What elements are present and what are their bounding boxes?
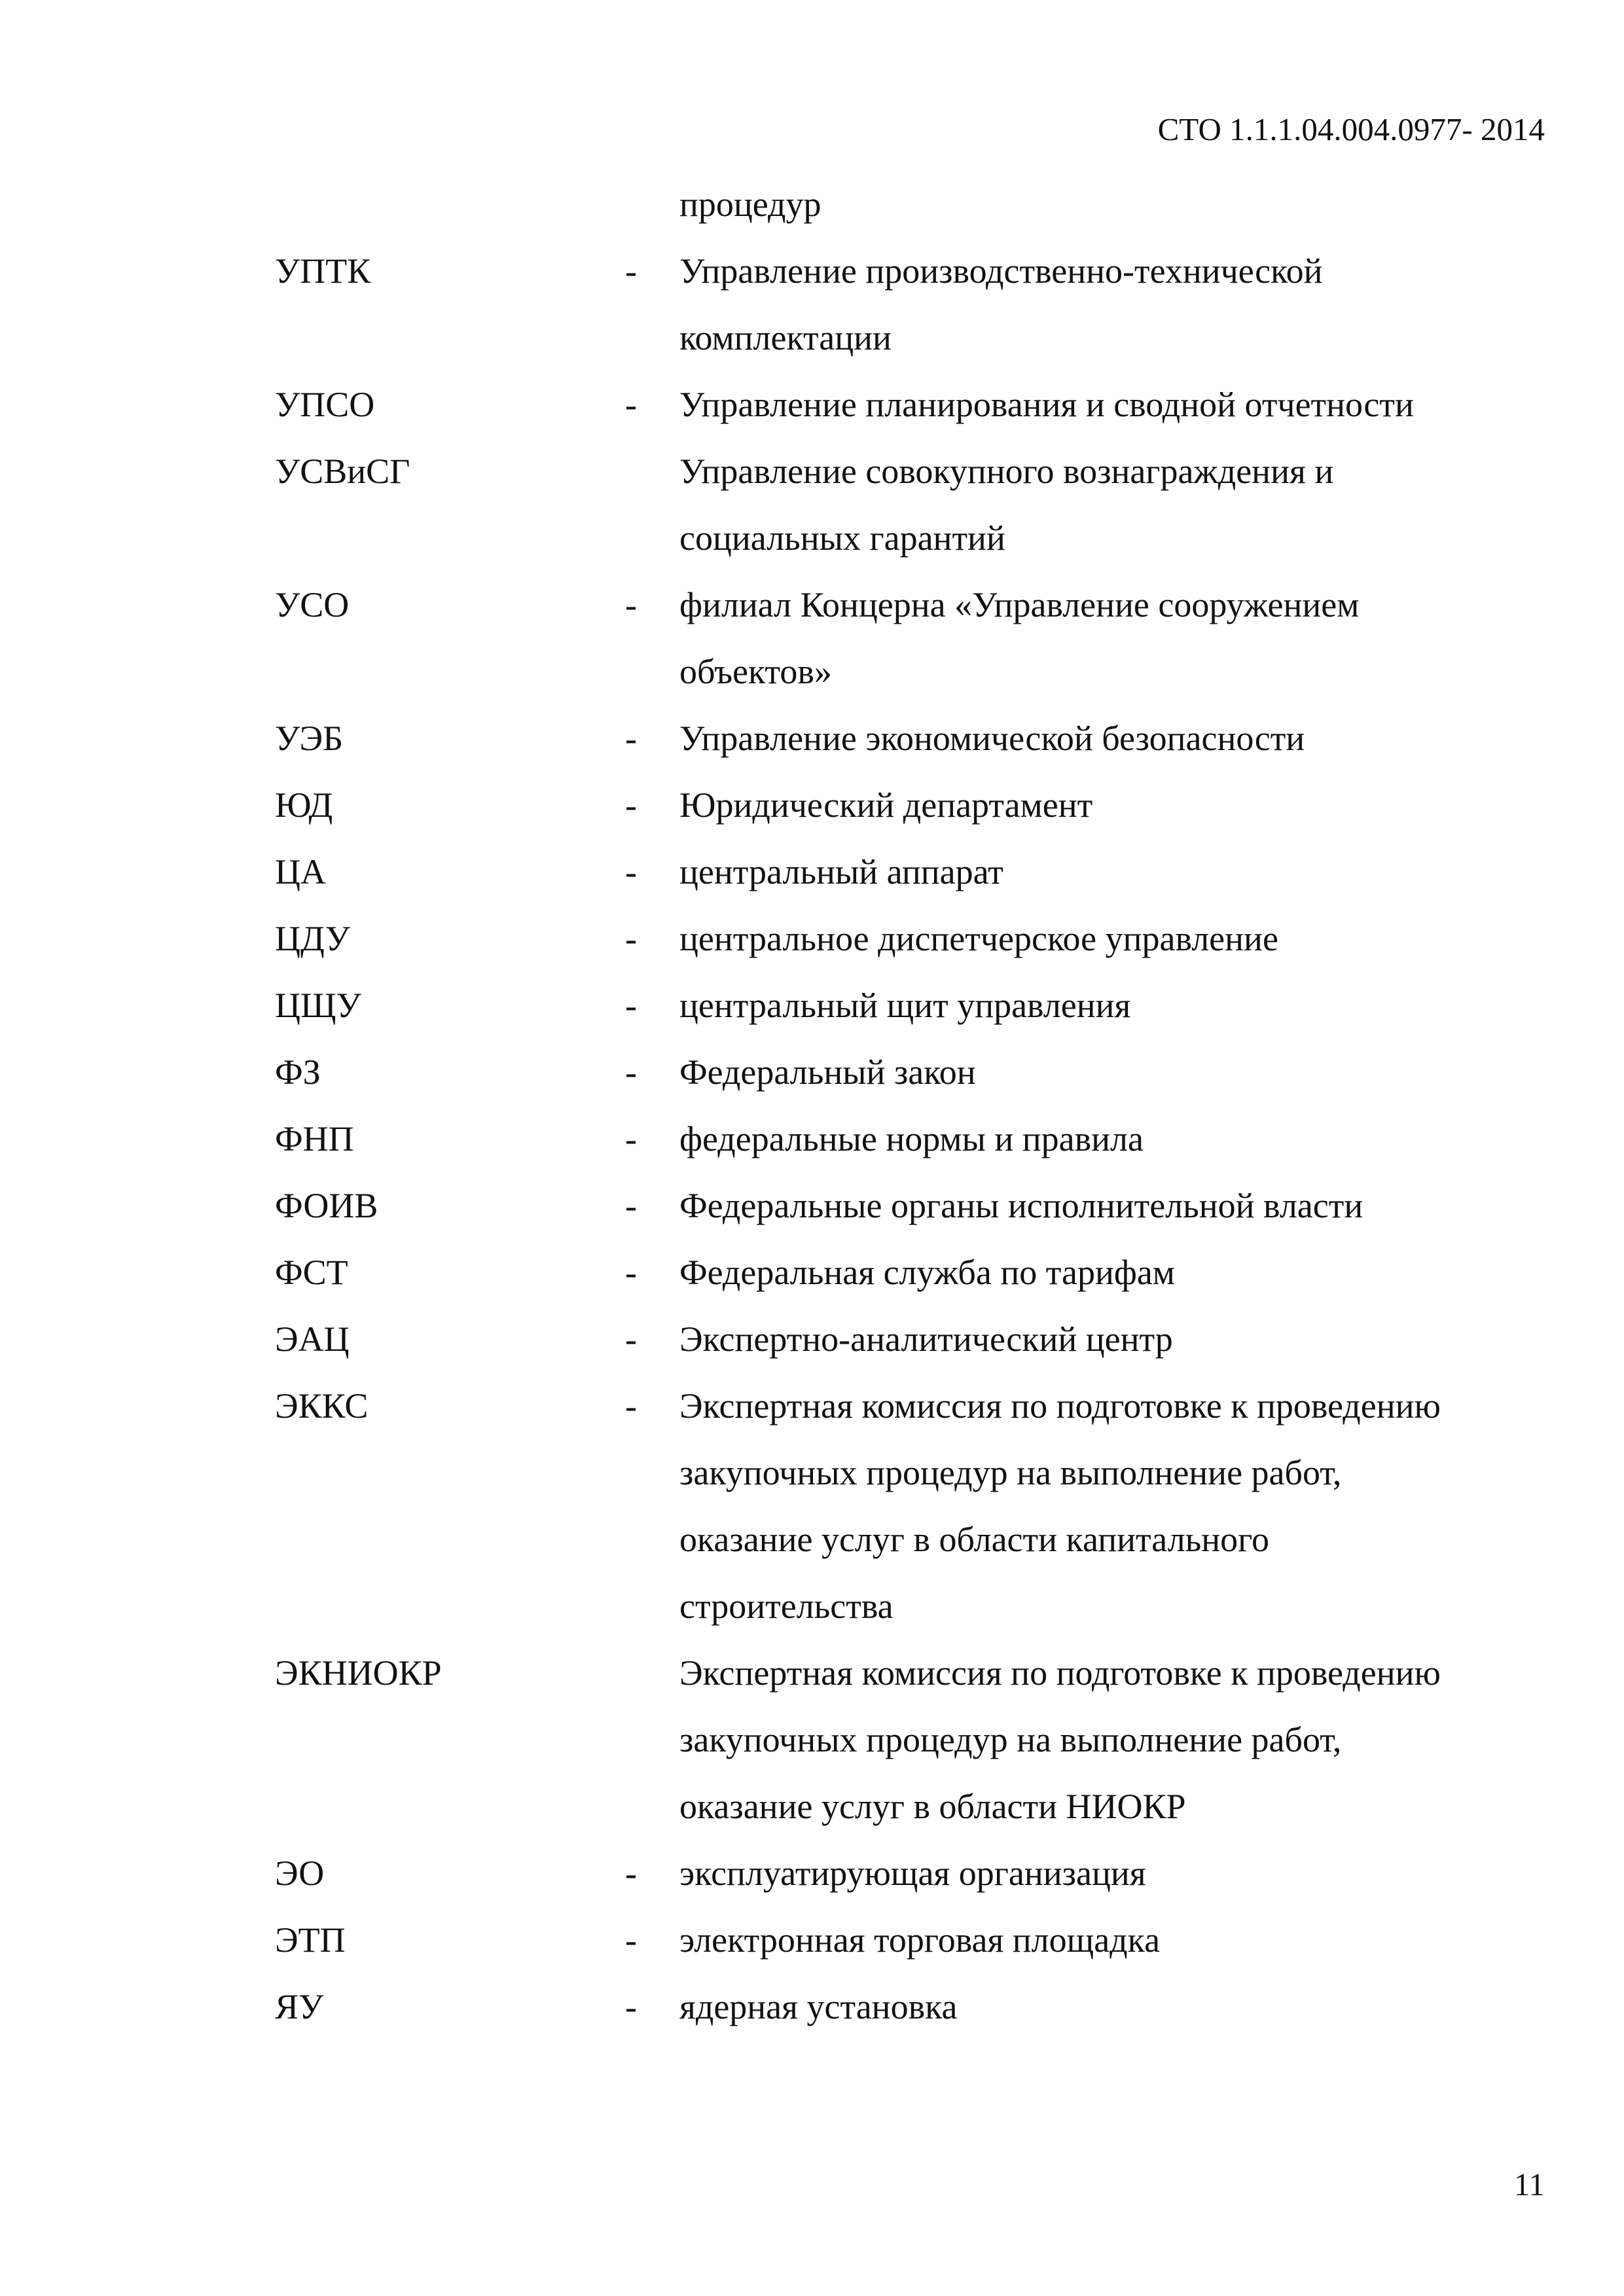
definition-line: филиал Концерна «Управление сооружением [679, 585, 1360, 624]
abbreviation-definition [679, 1172, 1570, 1239]
abbreviation-term: ФЗ [275, 1052, 321, 1092]
abbreviation-definition [679, 1973, 1570, 2040]
definition-line: федеральные нормы и правила [679, 1119, 1144, 1158]
definition-line: Юридический департамент [679, 785, 1093, 825]
definition-line: центральный аппарат [679, 852, 1003, 891]
definition-line: Управление планирования и сводной отчетности [679, 385, 1414, 424]
abbreviation-row [0, 1239, 1624, 1306]
separator-dash: - [625, 719, 637, 758]
definition-line: оказание услуг в области капитального [679, 1520, 1269, 1559]
separator-dash: - [625, 1253, 637, 1292]
abbreviation-term: УПТК [275, 251, 371, 291]
definition-line: строительства [679, 1587, 893, 1626]
abbreviation-row [0, 1372, 1624, 1640]
abbreviation-definition [679, 772, 1570, 838]
abbreviation-definition [679, 571, 1570, 705]
definition-line: Экспертная комиссия по подготовке к проведению [679, 1653, 1441, 1693]
separator-dash: - [625, 1186, 637, 1225]
abbreviation-term: ФНП [275, 1119, 354, 1158]
separator-dash: - [625, 1854, 637, 1893]
abbreviation-row [0, 905, 1624, 972]
abbreviation-definition [679, 1907, 1570, 1973]
definition-line: Управление экономической безопасности [679, 719, 1305, 758]
abbreviation-definition [679, 905, 1570, 972]
definition-line: Федеральные органы исполнительной власти [679, 1186, 1363, 1225]
abbreviation-term: УЭБ [275, 719, 344, 758]
definition-line: комплектации [679, 318, 892, 357]
abbreviation-row [0, 1105, 1624, 1172]
definition-line: закупочных процедур на выполнение работ, [679, 1453, 1342, 1492]
abbreviation-term: ЭТП [275, 1920, 346, 1960]
abbreviation-definition [679, 238, 1570, 371]
separator-dash: - [625, 986, 637, 1025]
separator-dash: - [625, 1119, 637, 1158]
definition-line: социальных гарантий [679, 518, 1005, 558]
abbreviation-term: УСО [275, 585, 350, 624]
separator-dash: - [625, 1386, 637, 1426]
abbreviation-term: ЭО [275, 1854, 325, 1893]
abbreviation-row [0, 1907, 1624, 1973]
abbreviation-row [0, 1306, 1624, 1372]
separator-dash: - [625, 1987, 637, 2026]
abbreviation-term: ЯУ [275, 1987, 324, 2026]
abbreviation-term: ЭККС [275, 1386, 369, 1426]
abbreviation-row [0, 171, 1624, 238]
abbreviation-definition [679, 1640, 1570, 1840]
abbreviation-row [0, 772, 1624, 838]
separator-dash: - [625, 785, 637, 825]
abbreviation-row [0, 1640, 1624, 1840]
abbreviation-term: ФОИВ [275, 1186, 378, 1225]
definition-line: объектов» [679, 652, 832, 691]
definition-line: ядерная установка [679, 1987, 958, 2026]
page-number: 11 [1513, 2166, 1545, 2202]
abbreviation-definition [679, 1372, 1570, 1640]
abbreviation-definition [679, 972, 1570, 1039]
abbreviation-row [0, 1172, 1624, 1239]
document-code: СТО 1.1.1.04.004.0977- 2014 [1157, 111, 1545, 147]
separator-dash: - [625, 1052, 637, 1092]
separator-dash: - [625, 1920, 637, 1960]
definition-line: Экспертно-аналитический центр [679, 1319, 1173, 1359]
definition-line: процедур [679, 185, 821, 224]
separator-dash: - [625, 1319, 637, 1359]
definition-line: закупочных процедур на выполнение работ, [679, 1720, 1342, 1759]
definition-line: Федеральная служба по тарифам [679, 1253, 1175, 1292]
abbreviation-definition [679, 1840, 1570, 1907]
abbreviation-definition [679, 371, 1570, 438]
separator-dash: - [625, 251, 637, 291]
abbreviation-definition [679, 838, 1570, 905]
definition-line: Экспертная комиссия по подготовке к проведению [679, 1386, 1441, 1426]
definition-line: центральный щит управления [679, 986, 1131, 1025]
separator-dash: - [625, 585, 637, 624]
abbreviation-row [0, 1039, 1624, 1105]
definition-line: Управление совокупного вознаграждения и [679, 452, 1334, 491]
abbreviation-definition [679, 1306, 1570, 1372]
abbreviation-definition [679, 438, 1570, 571]
abbreviation-row [0, 438, 1624, 571]
abbreviation-term: ЭКНИОКР [275, 1653, 442, 1693]
abbreviation-term: УСВиСГ [275, 452, 410, 491]
abbreviation-definition [679, 1039, 1570, 1105]
abbreviation-list [0, 171, 1624, 2040]
abbreviation-definition [679, 171, 1570, 238]
abbreviation-term: ЦЩУ [275, 986, 361, 1025]
definition-line: эксплуатирующая организация [679, 1854, 1146, 1893]
abbreviation-definition [679, 705, 1570, 772]
separator-dash: - [625, 385, 637, 424]
definition-line: Федеральный закон [679, 1052, 976, 1092]
abbreviation-term: ЮД [275, 785, 333, 825]
abbreviation-term: УПСО [275, 385, 375, 424]
abbreviation-row [0, 972, 1624, 1039]
definition-line: оказание услуг в области НИОКР [679, 1787, 1186, 1826]
definition-line: электронная торговая площадка [679, 1920, 1161, 1960]
abbreviation-row [0, 1840, 1624, 1907]
abbreviation-row [0, 571, 1624, 705]
definition-line: центральное диспетчерское управление [679, 919, 1278, 958]
definition-line: Управление производственно-технической [679, 251, 1323, 291]
separator-dash: - [625, 919, 637, 958]
abbreviation-row [0, 838, 1624, 905]
abbreviation-definition [679, 1105, 1570, 1172]
abbreviation-term: ФСТ [275, 1253, 348, 1292]
abbreviation-row [0, 705, 1624, 772]
abbreviation-row [0, 1973, 1624, 2040]
separator-dash: - [625, 852, 637, 891]
abbreviation-row [0, 238, 1624, 371]
abbreviation-row [0, 371, 1624, 438]
abbreviation-term: ЦА [275, 852, 326, 891]
abbreviation-term: ЦДУ [275, 919, 350, 958]
abbreviation-definition [679, 1239, 1570, 1306]
abbreviation-term: ЭАЦ [275, 1319, 350, 1359]
